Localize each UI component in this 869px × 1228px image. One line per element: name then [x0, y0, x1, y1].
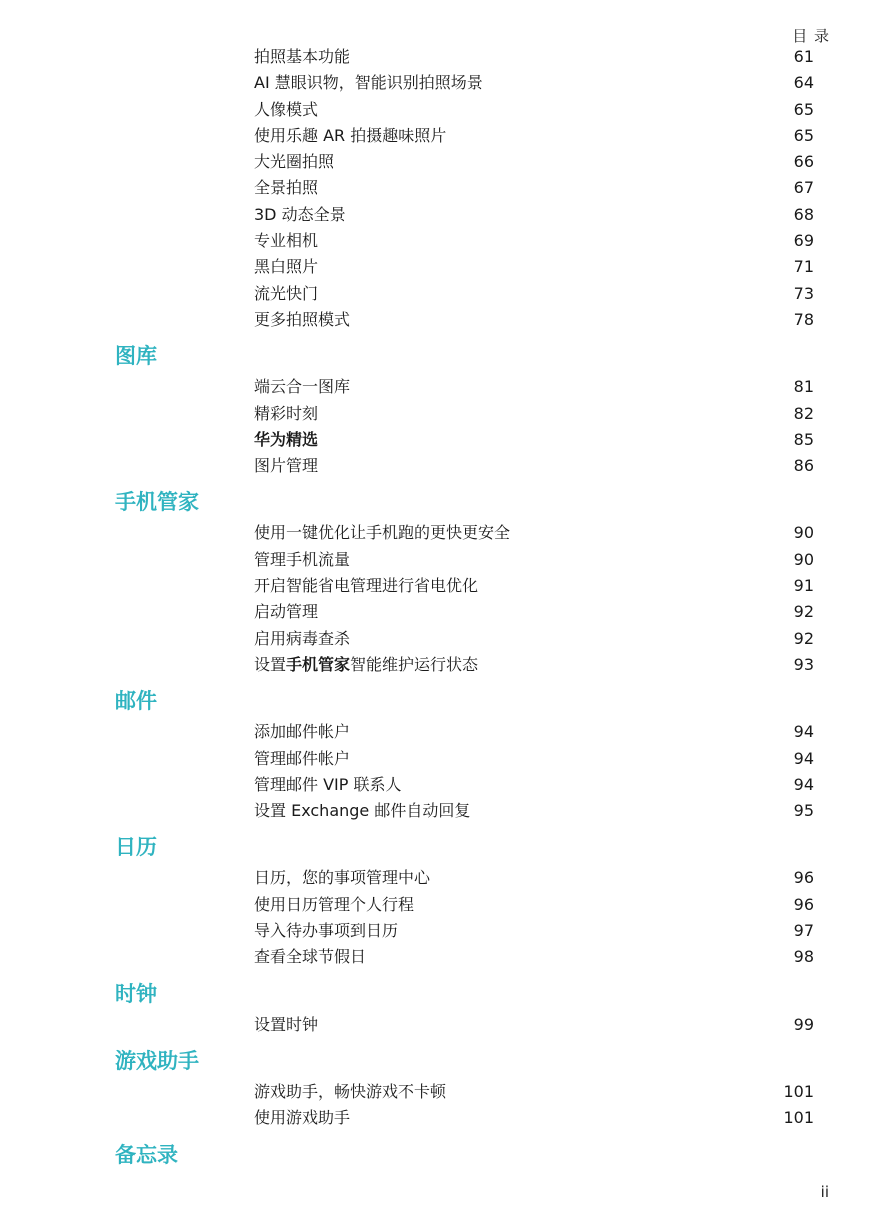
toc-entry-page: 68	[793, 204, 814, 224]
toc-entry-page: 82	[793, 403, 814, 423]
page-header: 目 录	[792, 27, 830, 45]
toc-entry[interactable]	[0, 892, 869, 918]
toc-entry-label: 开启智能省电管理进行省电优化	[254, 576, 479, 596]
toc-section-calendar	[0, 829, 869, 970]
toc-entry-page: 78	[793, 309, 814, 329]
toc-entry-label: 设置 Exchange 邮件自动回复	[254, 801, 471, 821]
toc-entry-page: 65	[793, 125, 814, 145]
toc-section-gallery	[0, 338, 869, 479]
toc-entry-page: 96	[793, 894, 814, 914]
toc-entry[interactable]	[0, 70, 869, 96]
toc-entry-page: 92	[793, 602, 814, 622]
toc-entry-page: 85	[793, 429, 814, 449]
toc-entry[interactable]	[0, 254, 869, 280]
toc-entry-label: 使用日历管理个人行程	[254, 894, 415, 914]
section-title[interactable]: 游戏助手	[115, 1048, 199, 1073]
toc-entry-label: 添加邮件帐户	[254, 722, 351, 742]
section-title[interactable]: 图库	[115, 344, 157, 369]
toc-entry-label: 使用乐趣 AR 拍摄趣味照片	[254, 125, 447, 145]
emphasized-term: 手机管家	[286, 654, 351, 674]
toc-entry-page: 66	[793, 152, 814, 172]
toc-entry-page: 91	[793, 576, 814, 596]
toc-entry-label: 更多拍照模式	[254, 309, 351, 329]
toc-entry-page: 69	[793, 231, 814, 251]
toc-entry[interactable]	[0, 149, 869, 175]
toc-entry-label: 大光圈拍照	[254, 152, 335, 172]
toc-entry-label: 人像模式	[254, 99, 319, 119]
toc-entry-label: 导入待办事项到日历	[254, 921, 399, 941]
section-title[interactable]: 手机管家	[115, 490, 199, 515]
toc-entry[interactable]	[0, 719, 869, 745]
toc-entry-page: 71	[793, 257, 814, 277]
toc-entry-label: 黑白照片	[254, 257, 319, 277]
toc-entry[interactable]	[0, 746, 869, 772]
toc-entry[interactable]	[0, 175, 869, 201]
section-title[interactable]: 时钟	[115, 981, 157, 1006]
toc-entry-label: 使用游戏助手	[254, 1108, 351, 1128]
toc-entry-page: 90	[793, 549, 814, 569]
toc-entry-label: 管理邮件帐户	[254, 748, 351, 768]
toc-entry[interactable]	[0, 918, 869, 944]
toc-entry-page: 94	[793, 722, 814, 742]
toc-entry[interactable]	[0, 97, 869, 123]
toc-entry-page: 101	[783, 1108, 814, 1128]
toc-entry-page: 90	[793, 523, 814, 543]
toc-entry-label: 流光快门	[254, 283, 319, 303]
toc-entry-label: 日历，您的事项管理中心	[254, 868, 431, 888]
toc-entry-page: 94	[793, 774, 814, 794]
toc-entry[interactable]	[0, 599, 869, 625]
toc-entry[interactable]	[0, 520, 869, 546]
toc-entry-page: 97	[793, 921, 814, 941]
toc-entry[interactable]	[0, 1012, 869, 1038]
toc-entry-label: 查看全球节假日	[254, 947, 367, 967]
toc-section-phone-manager	[0, 484, 869, 678]
toc-entry-label: 拍照基本功能	[254, 47, 351, 66]
toc-entry-page: 64	[793, 73, 814, 93]
toc-entry-label: 华为精选	[254, 429, 319, 449]
toc-section-notepad	[0, 1137, 869, 1173]
toc-entry[interactable]	[0, 281, 869, 307]
toc-entry-label: 设置手机管家智能维护运行状态	[254, 654, 479, 674]
toc-entry-label: 使用一键优化让手机跑的更快更安全	[254, 523, 511, 543]
toc-entry-label: 图片管理	[254, 456, 319, 476]
toc-entry[interactable]	[0, 228, 869, 254]
section-title[interactable]: 邮件	[115, 689, 157, 714]
toc-entry-page: 67	[793, 178, 814, 198]
toc-entry-page: 86	[793, 456, 814, 476]
toc-entry-page: 92	[793, 628, 814, 648]
section-title[interactable]: 日历	[115, 835, 157, 860]
toc-entry[interactable]	[0, 944, 869, 970]
toc-entry[interactable]	[0, 123, 869, 149]
toc-entry[interactable]	[0, 401, 869, 427]
toc-entry-label: 游戏助手，畅快游戏不卡顿	[254, 1081, 447, 1101]
toc-entry[interactable]	[0, 307, 869, 333]
toc-entry[interactable]	[0, 374, 869, 400]
toc-entry[interactable]	[0, 626, 869, 652]
toc-entry[interactable]	[0, 1105, 869, 1131]
toc-entry[interactable]	[0, 453, 869, 479]
toc-section-email	[0, 683, 869, 824]
toc-entry[interactable]	[0, 427, 869, 453]
page-number: ii	[820, 1183, 829, 1201]
toc-entry-label: 启用病毒查杀	[254, 628, 351, 648]
table-of-contents	[0, 44, 869, 1173]
toc-section-clock	[0, 976, 869, 1038]
toc-entry-label: 专业相机	[254, 231, 319, 251]
toc-entry[interactable]	[0, 1079, 869, 1105]
toc-entry-label: 管理邮件 VIP 联系人	[254, 774, 402, 794]
toc-entry-label: 精彩时刻	[254, 403, 319, 423]
toc-entry[interactable]	[0, 547, 869, 573]
toc-entry-page: 101	[783, 1081, 814, 1101]
toc-entry-page: 73	[793, 283, 814, 303]
toc-entry-page: 94	[793, 748, 814, 768]
toc-entry-page: 65	[793, 99, 814, 119]
section-title[interactable]: 备忘录	[115, 1142, 178, 1167]
toc-entry[interactable]	[0, 772, 869, 798]
toc-entry[interactable]	[0, 798, 869, 824]
toc-entry-page: 96	[793, 868, 814, 888]
toc-entry-label: 端云合一图库	[254, 377, 351, 397]
toc-entry[interactable]	[0, 865, 869, 891]
toc-entry-label: 全景拍照	[254, 178, 319, 198]
toc-entry-label: 启动管理	[254, 602, 319, 622]
toc-entry-page: 93	[793, 654, 814, 674]
toc-entry[interactable]	[0, 652, 869, 678]
toc-entry-label: 管理手机流量	[254, 549, 351, 569]
toc-entry-page: 98	[793, 947, 814, 967]
toc-intro-group	[0, 44, 869, 333]
toc-entry-page: 81	[793, 377, 814, 397]
toc-entry-page: 61	[793, 47, 814, 66]
toc-entry[interactable]	[0, 44, 869, 70]
toc-entry-label: AI 慧眼识物，智能识别拍照场景	[254, 73, 483, 93]
toc-entry[interactable]	[0, 202, 869, 228]
toc-entry[interactable]	[0, 573, 869, 599]
toc-entry-label: 设置时钟	[254, 1014, 319, 1034]
toc-entry-label: 3D 动态全景	[254, 204, 346, 224]
toc-entry-page: 99	[793, 1014, 814, 1034]
toc-entry-page: 95	[793, 801, 814, 821]
toc-section-game-assistant	[0, 1043, 869, 1132]
